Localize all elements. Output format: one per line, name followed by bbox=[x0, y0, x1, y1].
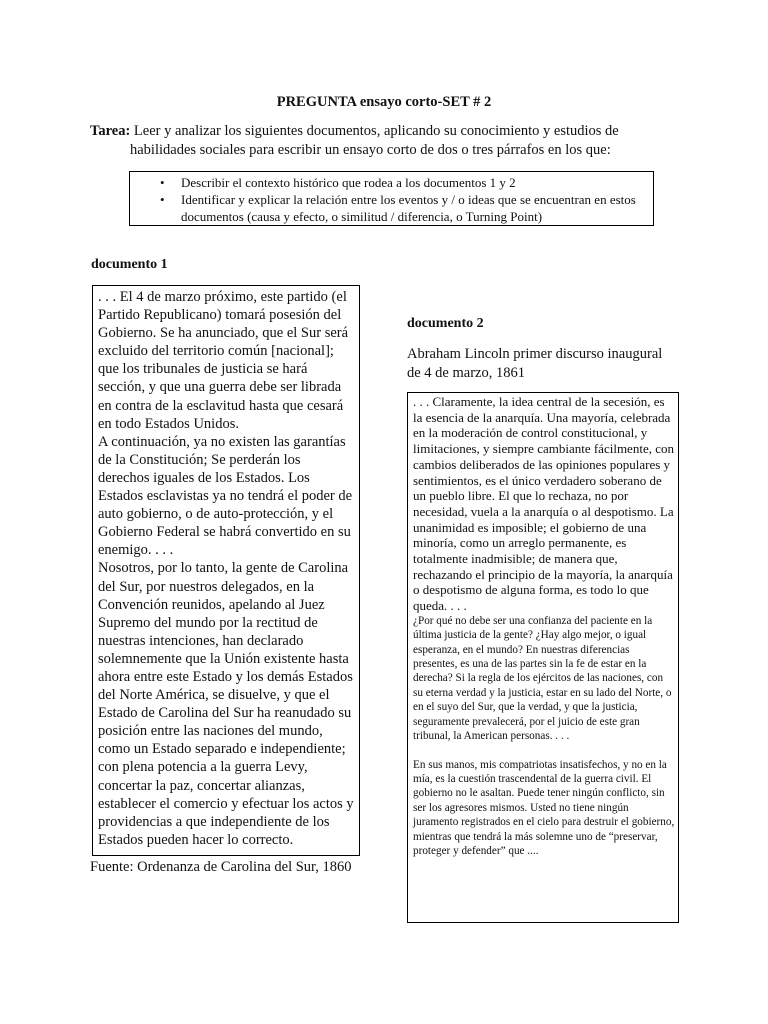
document-2-subtitle: Abraham Lincoln primer discurso inaugural de 4 de marzo, 1861 bbox=[407, 346, 663, 381]
document-1-paragraph: A continuación, ya no existen las garantías de la Constitución; Se perderán los derechos iguales de los Estados. Los Estados esclavistas ya no tendrá el poder de auto gobierno, o de auto-protección, y el Gobierno Federal se habrá convertido en su enemigo. . . . bbox=[98, 433, 353, 559]
requirement-item bbox=[130, 191, 649, 225]
task-line-2: habilidades sociales para escribir un ensayo corto de dos o tres párrafos en los que: bbox=[130, 142, 611, 158]
document-2-excerpt bbox=[407, 392, 679, 923]
page-title: PREGUNTA ensayo corto-SET # 2 bbox=[276, 94, 492, 110]
document-1-paragraph: . . . El 4 de marzo próximo, este partido (el Partido Republicano) tomará posesión del Gobierno. Se ha anunciado, que el Sur será excluido del territorio común [nacional]; que los tribunales de justicia se hará sección, y que una guerra debe ser librada en contra de la esclavitud hasta que cesará en todo Estados Unidos. bbox=[98, 289, 349, 432]
task-label: Tarea: bbox=[90, 123, 131, 139]
document-1-source: Fuente: Ordenanza de Carolina del Sur, 1860 bbox=[90, 859, 352, 875]
requirement-text: Describir el contexto histórico que rodea a los documentos 1 y 2 bbox=[181, 175, 516, 190]
requirements-list bbox=[130, 174, 649, 225]
task-instructions bbox=[90, 122, 650, 160]
document-1-paragraph: Nosotros, por lo tanto, la gente de Carolina del Sur, por nuestros delegados, en la Convención reunidos, apelando al Juez Supremo del mundo por la rectitud de nuestras intenciones, han declarado solemnemente que la Unión existente hasta ahora entre este Estado y los demás Estados del Norte América, se disuelve, y que el Estado de Carolina del Sur ha reanudado su posición entre las naciones del mundo, como un Estado separado e independiente; con plena potencia a la guerra Levy, concertar la paz, concertar alianzas, establecer el comercio y efectuar los actos y providencias a que independiente de los Estados pueden hacer lo correcto. bbox=[98, 560, 354, 848]
document-2-heading: documento 2 bbox=[407, 316, 484, 331]
document-1-heading: documento 1 bbox=[91, 257, 168, 272]
document-1-excerpt bbox=[92, 285, 360, 856]
requirement-text: Identificar y explicar la relación entre los eventos y / o ideas que se encuentran en estos documentos (causa y efecto, o similitud / diferencia, o Turning Point) bbox=[181, 192, 636, 224]
document-2-paragraph: . . . Claramente, la idea central de la secesión, es la esencia de la anarquía. Una mayoría, celebrada en la moderación de control constitucional, y limitaciones, y siempre cambiante fácilmente, con cambios deliberados de las opiniones populares y sentimientos, es el único verdadero soberano de un pueblo libre. El que lo rechaza, no por necesidad, vuela a la anarquía o al despotismo. La unanimidad es imposible; el gobierno de una minoría, como un arreglo permanente, es totalmente inadmisible; de manera que, rechazando el principio de la mayoría, la anarquía o despotismo de alguna forma, es todo lo que queda. . . . bbox=[413, 394, 674, 614]
document-2-paragraph: En sus manos, mis compatriotas insatisfechos, y no en la mía, es la cuestión trascendental de la guerra civil. El gobierno no le asaltan. Puede tener ningún conflicto, sin ser los agresores mismos. Usted no tiene ningún juramento registrados en el cielo para destruir el gobierno, mientras que tendrá la más solemne uno de “preservar, proteger y defender” que .... bbox=[413, 758, 675, 857]
bullet-icon: • bbox=[160, 175, 165, 190]
requirement-item bbox=[130, 174, 649, 191]
task-line-1 bbox=[90, 122, 650, 141]
document-2-paragraph: ¿Por qué no debe ser una confianza del paciente en la última justicia de la gente? ¿Hay algo mejor, o igual esperanza, en el mundo? En nuestras diferencias presentes, es una de las partes sin la fe de estar en la derecha? Si la regla de los ejércitos de las naciones, con su eterna verdad y la justicia, estar en su lado del Norte, o en el suyo del Sur, que la verdad, y que la justicia, seguramente prevalecerá, por el juicio de este gran tribunal, la American personas. . . . bbox=[413, 614, 672, 743]
task-text-1: Leer y analizar los siguientes documentos, aplicando su conocimiento y estudios de bbox=[130, 123, 619, 139]
requirements-box bbox=[129, 171, 654, 226]
bullet-icon: • bbox=[160, 192, 165, 207]
